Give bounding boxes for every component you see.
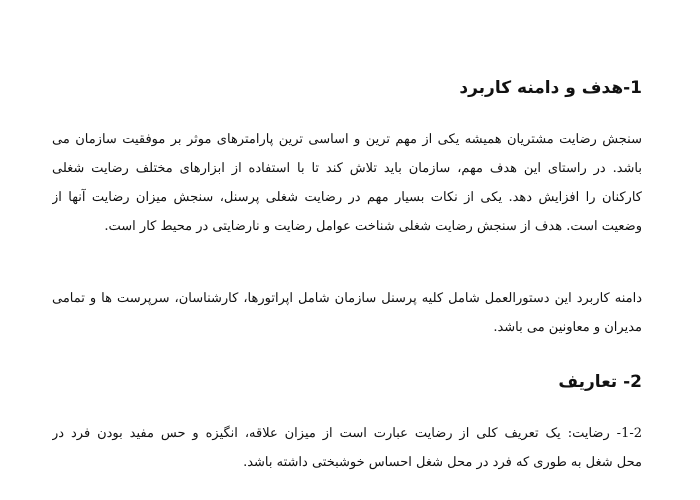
paragraph-line: 1-2- رضایت: یک تعریف کلی از رضایت عبارت است از میزان علاقه، انگیزه و حس مفید بودن فرد در — [52, 426, 642, 441]
paragraph-line: وضعیت است. هدف از سنجش رضایت شغلی شناخت عوامل رضایت و نارضایتی در محیط کار است. — [104, 219, 642, 234]
paragraph-line: باشد. در راستای این هدف مهم، سازمان باید تلاش کند تا با استفاده از ابزارهای مختلف رضایت شغلی — [52, 161, 642, 176]
section-heading-purpose-scope: 1-هدف و دامنه کاربرد — [459, 78, 642, 98]
paragraph-scope — [52, 284, 642, 342]
paragraph-line: دامنه کاربرد این دستورالعمل شامل کلیه پرسنل سازمان شامل اپراتورها، کارشناسان، سرپرست ها و تمامی — [52, 291, 642, 306]
paragraph-purpose — [52, 125, 642, 241]
paragraph-line: مدیران و معاونین می باشد. — [493, 320, 642, 335]
paragraph-definition-satisfaction — [52, 419, 642, 477]
section-heading-definitions: 2- تعاریف — [558, 372, 642, 392]
paragraph-line: سنجش رضایت مشتریان همیشه یکی از مهم ترین و اساسی ترین پارامترهای موثر بر موفقیت سازمان می — [52, 132, 642, 147]
paragraph-line: محل شغل به طوری که فرد در محل شغل احساس خوشبختی داشته باشد. — [243, 455, 642, 470]
paragraph-line: کارکنان را افزایش دهد. یکی از نکات بسیار مهم در رضایت شغلی پرسنل، سنجش میزان رضایت آنها از — [52, 190, 642, 205]
